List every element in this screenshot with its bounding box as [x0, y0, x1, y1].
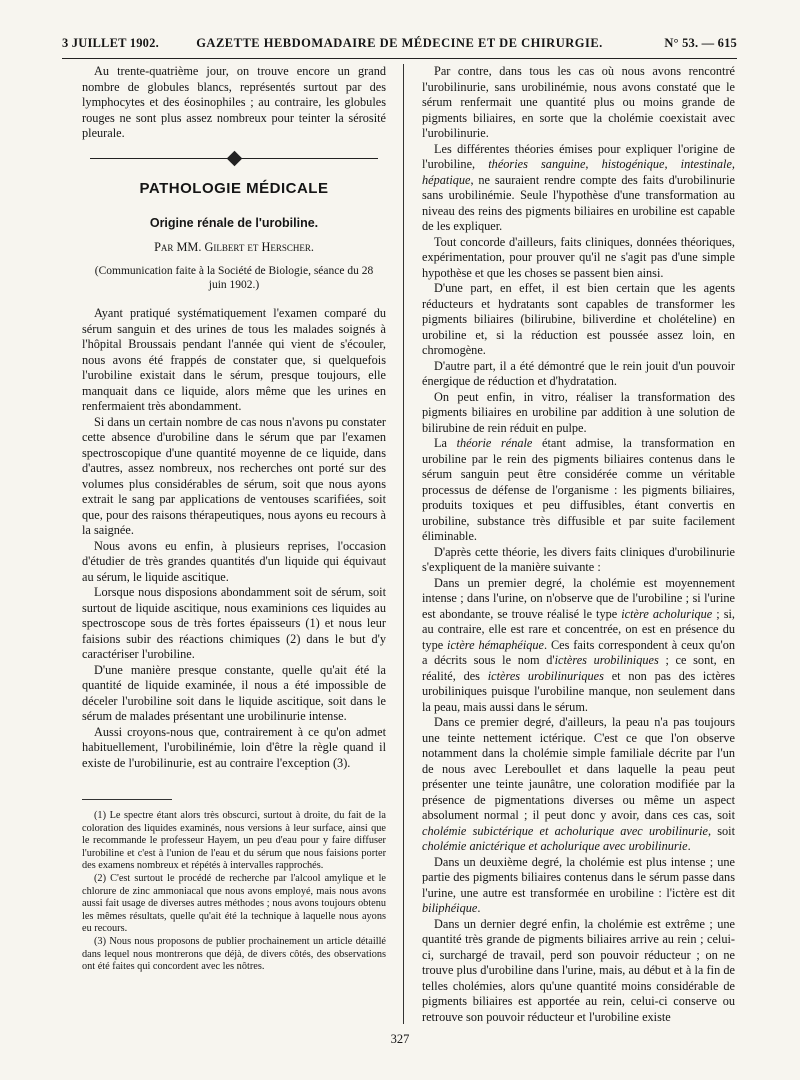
body-paragraph: Aussi croyons-nous que, contrairement à ce qu'on admet habituellement, l'urobilinémie, loin d'être la règle quand il existe de l'urobilinurie, est au contraire l'exception (3). [82, 724, 386, 770]
text-run: Dans un premier degré, la cholémie est moyennement intense ; dans l'urine, on n'observe que de l'urobiline ; si l'urine est abondante, se trouve réalisé le type [422, 575, 735, 621]
right-column [422, 64, 735, 1024]
footnote: (2) C'est surtout le procédé de recherche par l'alcool amylique et le chlorure de zinc ammoniacal que nous avons employé, mais nous avons aussi fait usage de diverses autres méthodes ; nous avons toujours obtenu les mêmes résultats, quelle qu'ait été la technique à laquelle nous ayons eu recours. [82, 872, 386, 935]
footnote: (1) Le spectre étant alors très obscurci, surtout à droite, du fait de la coloration des liquides examinés, nous versions à leur surface, ainsi que le recommande le professeur Hayem, un peu d'eau pour y faire diffuser l'urobiline et c'est à l'union de l'eau et du sérum que nous faisions porter des examens nombreux et répétés à intervalles rapprochés. [82, 810, 386, 872]
text-run: Les différentes théories émises pour expliquer l'origine de l'urobiline, [422, 141, 735, 171]
body-paragraph: Tout concorde d'ailleurs, faits cliniques, données théoriques, expérimentation, pour prouver qu'il ne s'agit pas d'une simple hypothèse et que les choses se passent bien ainsi. [422, 234, 735, 280]
italic-text: théories sanguine, histogénique, intestinale, hépatique [422, 157, 735, 187]
header-rule [62, 58, 737, 59]
text-run: et non pas des ictères urobiliniques puisque l'urobiline manque, non seulement dans la peau, mais aussi dans le sérum. [422, 668, 735, 714]
text-run: Dans un deuxième degré, la cholémie est plus intense ; une partie des pigments biliaires contenus dans le sérum passe dans l'urine, une autre est transformée en urobiline : l'ictère est dit [422, 854, 735, 900]
section-separator [82, 151, 386, 167]
folio-number: 327 [390, 1032, 410, 1046]
footnote: (3) Nous nous proposons de publier prochainement un article détaillé dans lequel nous montrerons que déjà, de divers côtés, des observations ont été faites qui concordent avec les nôtres. [82, 935, 386, 973]
italic-text: ictère acholurique [621, 606, 713, 621]
body-paragraph: D'autre part, il a été démontré que le rein jouit d'un pouvoir énergique de réduction et d'hydratation. [422, 358, 735, 388]
body-paragraph: Nous avons eu enfin, à plusieurs reprises, l'occasion d'étudier de très grandes quantités d'un liquide qui équivaut au sérum, le liquide ascitique. [82, 538, 386, 584]
body-paragraph: Dans un dernier degré enfin, la cholémie est extrême ; une quantité très grande de pigments biliaires arrive au rein ; celui-ci, surchargé de travail, perd son pouvoir réducteur ; on ne trouve plus d'urobiline dans l'urine, mais, au début et à la fin de telles cholémies, alors qu'une quantité moins considérable de pigments biliaires est apportée au rein, celui-ci conserve ou retrouve son pouvoir réducteur et l'urobiline existe [422, 916, 735, 1024]
text-run: . [477, 901, 481, 915]
body-paragraph [422, 855, 735, 917]
text-run: Dans ce premier degré, d'ailleurs, la peau n'a pas toujours une teinte nettement ictérique. C'est ce que l'on observe notamment dans la cholémie simple familiale décrite par l'un de nous avec Lereboullet et dans laquelle la peau peut présenter une teinte jaunâtre, une coloration modifiée par la présence de pigmentations diverses ou même un aspect absolument normal ; il peut donc y avoir, dans ces cas, soit [422, 715, 735, 822]
italic-text: ictères urobilinuriques [487, 668, 604, 683]
text-run: , soit [707, 823, 735, 838]
italic-text: ictères urobiliniques [554, 653, 659, 667]
left-column [82, 64, 386, 1024]
italic-text: biliphéique [422, 901, 478, 915]
running-header [62, 34, 737, 58]
italic-text: ictère hémaphéique [447, 637, 545, 652]
footnote-rule [82, 799, 172, 800]
column-divider [403, 64, 404, 1024]
text-run: . [687, 839, 691, 853]
text-run: ; si, au contraire, elle est rare et concentrée, on est en présence du type [422, 606, 735, 652]
body-paragraph: D'après cette théorie, les divers faits cliniques d'urobilinurie s'expliquent de la manière suivante : [422, 544, 735, 574]
text-run: . Ces faits correspondent à ceux qu'on a décrits sous le nom d' [422, 637, 736, 667]
italic-text: cholémie anictérique et acholurique avec urobilinurie [422, 839, 688, 853]
intro-paragraph: Au trente-quatrième jour, on trouve encore un grand nombre de globules blancs, représentés surtout par des lymphocytes et des éosinophiles ; au contraire, les globules rouges ne sont plus assez nombreux pour teinter la sérosité pleurale. [82, 64, 386, 140]
journal-title: GAZETTE HEBDOMADAIRE DE MÉDECINE ET DE CHIRURGIE. [196, 36, 603, 50]
text-run: La [434, 436, 457, 450]
text-run: étant admise, la transformation en urobiline par le rein des pigments biliaires contenus dans le sérum sanguin peut être considérée comme un véritable processus de défense de l'organisme : les pigments biliaires, produits toxiques et peu diffusibles, étant convertis en urobiline, substance très diffusible et par suite facilement éliminable. [422, 436, 735, 543]
article-title: Origine rénale de l'urobiline. [149, 216, 319, 230]
issue-page-number: N° 53. — 615 [664, 36, 737, 50]
body-paragraph: Si dans un certain nombre de cas nous n'avons pu constater cette absence d'urobiline dans le sérum que par l'examen spectroscopique d'une quantité moyenne de ce liquide, dans d'autres, assez nombreux, nos recherches ont porté sur des volumes plus considérables de sérum, soit que nous ayons extrait le sang par applications de ventouses scarifiées, soit que, pour des raisons thérapeutiques, nous ayons eu recours à la saignée. [82, 414, 386, 537]
header-date: 3 JUILLET 1902. [62, 36, 159, 50]
section-heading: PATHOLOGIE MÉDICALE [139, 179, 329, 197]
body-paragraph: Par contre, dans tous les cas où nous avons rencontré l'urobilinurie, sans urobilinémie, nous avons constaté que le sérum renfermait une quantité plus ou moins grande de pigments biliaires, en sorte que la cholémie coexistait avec l'urobilinurie. [422, 64, 735, 140]
italic-text: cholémie subictérique et acholurique avec urobilinurie [422, 823, 708, 838]
body-paragraph [422, 436, 735, 545]
italic-text: théorie rénale [456, 436, 533, 450]
body-paragraph [422, 142, 735, 235]
communication-note: (Communication faite à la Société de Biologie, séance du 28 juin 1902.) [94, 265, 374, 291]
body-paragraph: D'une part, en effet, il est bien certain que les agents réducteurs et hydratants sont capables de transformer les pigments biliaires (bilirubine, biliverdine et cholételine) en urobiline et, si la réduction est poussée assez loin, en chromogène. [422, 281, 735, 357]
text-run: , ne sauraient rendre compte des faits d'urobilinurie sans urobilinémie. Seule l'hypothèse d'une transformation au niveau des reins des pigments biliaires en urobiline est capable de les expliquer. [422, 172, 735, 233]
body-paragraph: On peut enfin, in vitro, réaliser la transformation des pigments biliaires en urobiline par addition à une solution de bilirubine de rein réduit en pulpe. [422, 389, 735, 435]
body-paragraph: Ayant pratiqué systématiquement l'examen comparé du sérum sanguin et des urines de tous les malades soignés à l'hôpital Broussais pendant l'année qui vient de s'écouler, nous avons été frappés de constater que, si quelquefois l'urobiline existait dans le sérum, presque toujours, elle manquait dans ce liquide, alors même que les urines en renfermaient très abondamment. [82, 306, 386, 413]
body-paragraph: D'une manière presque constante, quelle qu'ait été la quantité de liquide examinée, il nous a été impossible de déceler l'urobiline soit dans le liquide ascitique, soit dans le sérum de malades présentant une urobilinurie intense. [82, 662, 386, 723]
body-paragraph: Lorsque nous disposions abondamment soit de sérum, soit surtout de liquide ascitique, nous examinions ces liquides au spectroscope sous de très fortes épaisseurs (1) et nous leur faisions subir des réactions chimiques (2) dans le but d'y caractériser l'urobiline. [82, 585, 386, 661]
article-authors: Par MM. Gilbert et Herscher. [154, 239, 314, 254]
separator-diamond-icon [226, 150, 242, 166]
body-paragraph [422, 715, 735, 855]
body-paragraph [422, 576, 735, 716]
text-run: ; ce sont, en réalité, des [422, 653, 736, 683]
